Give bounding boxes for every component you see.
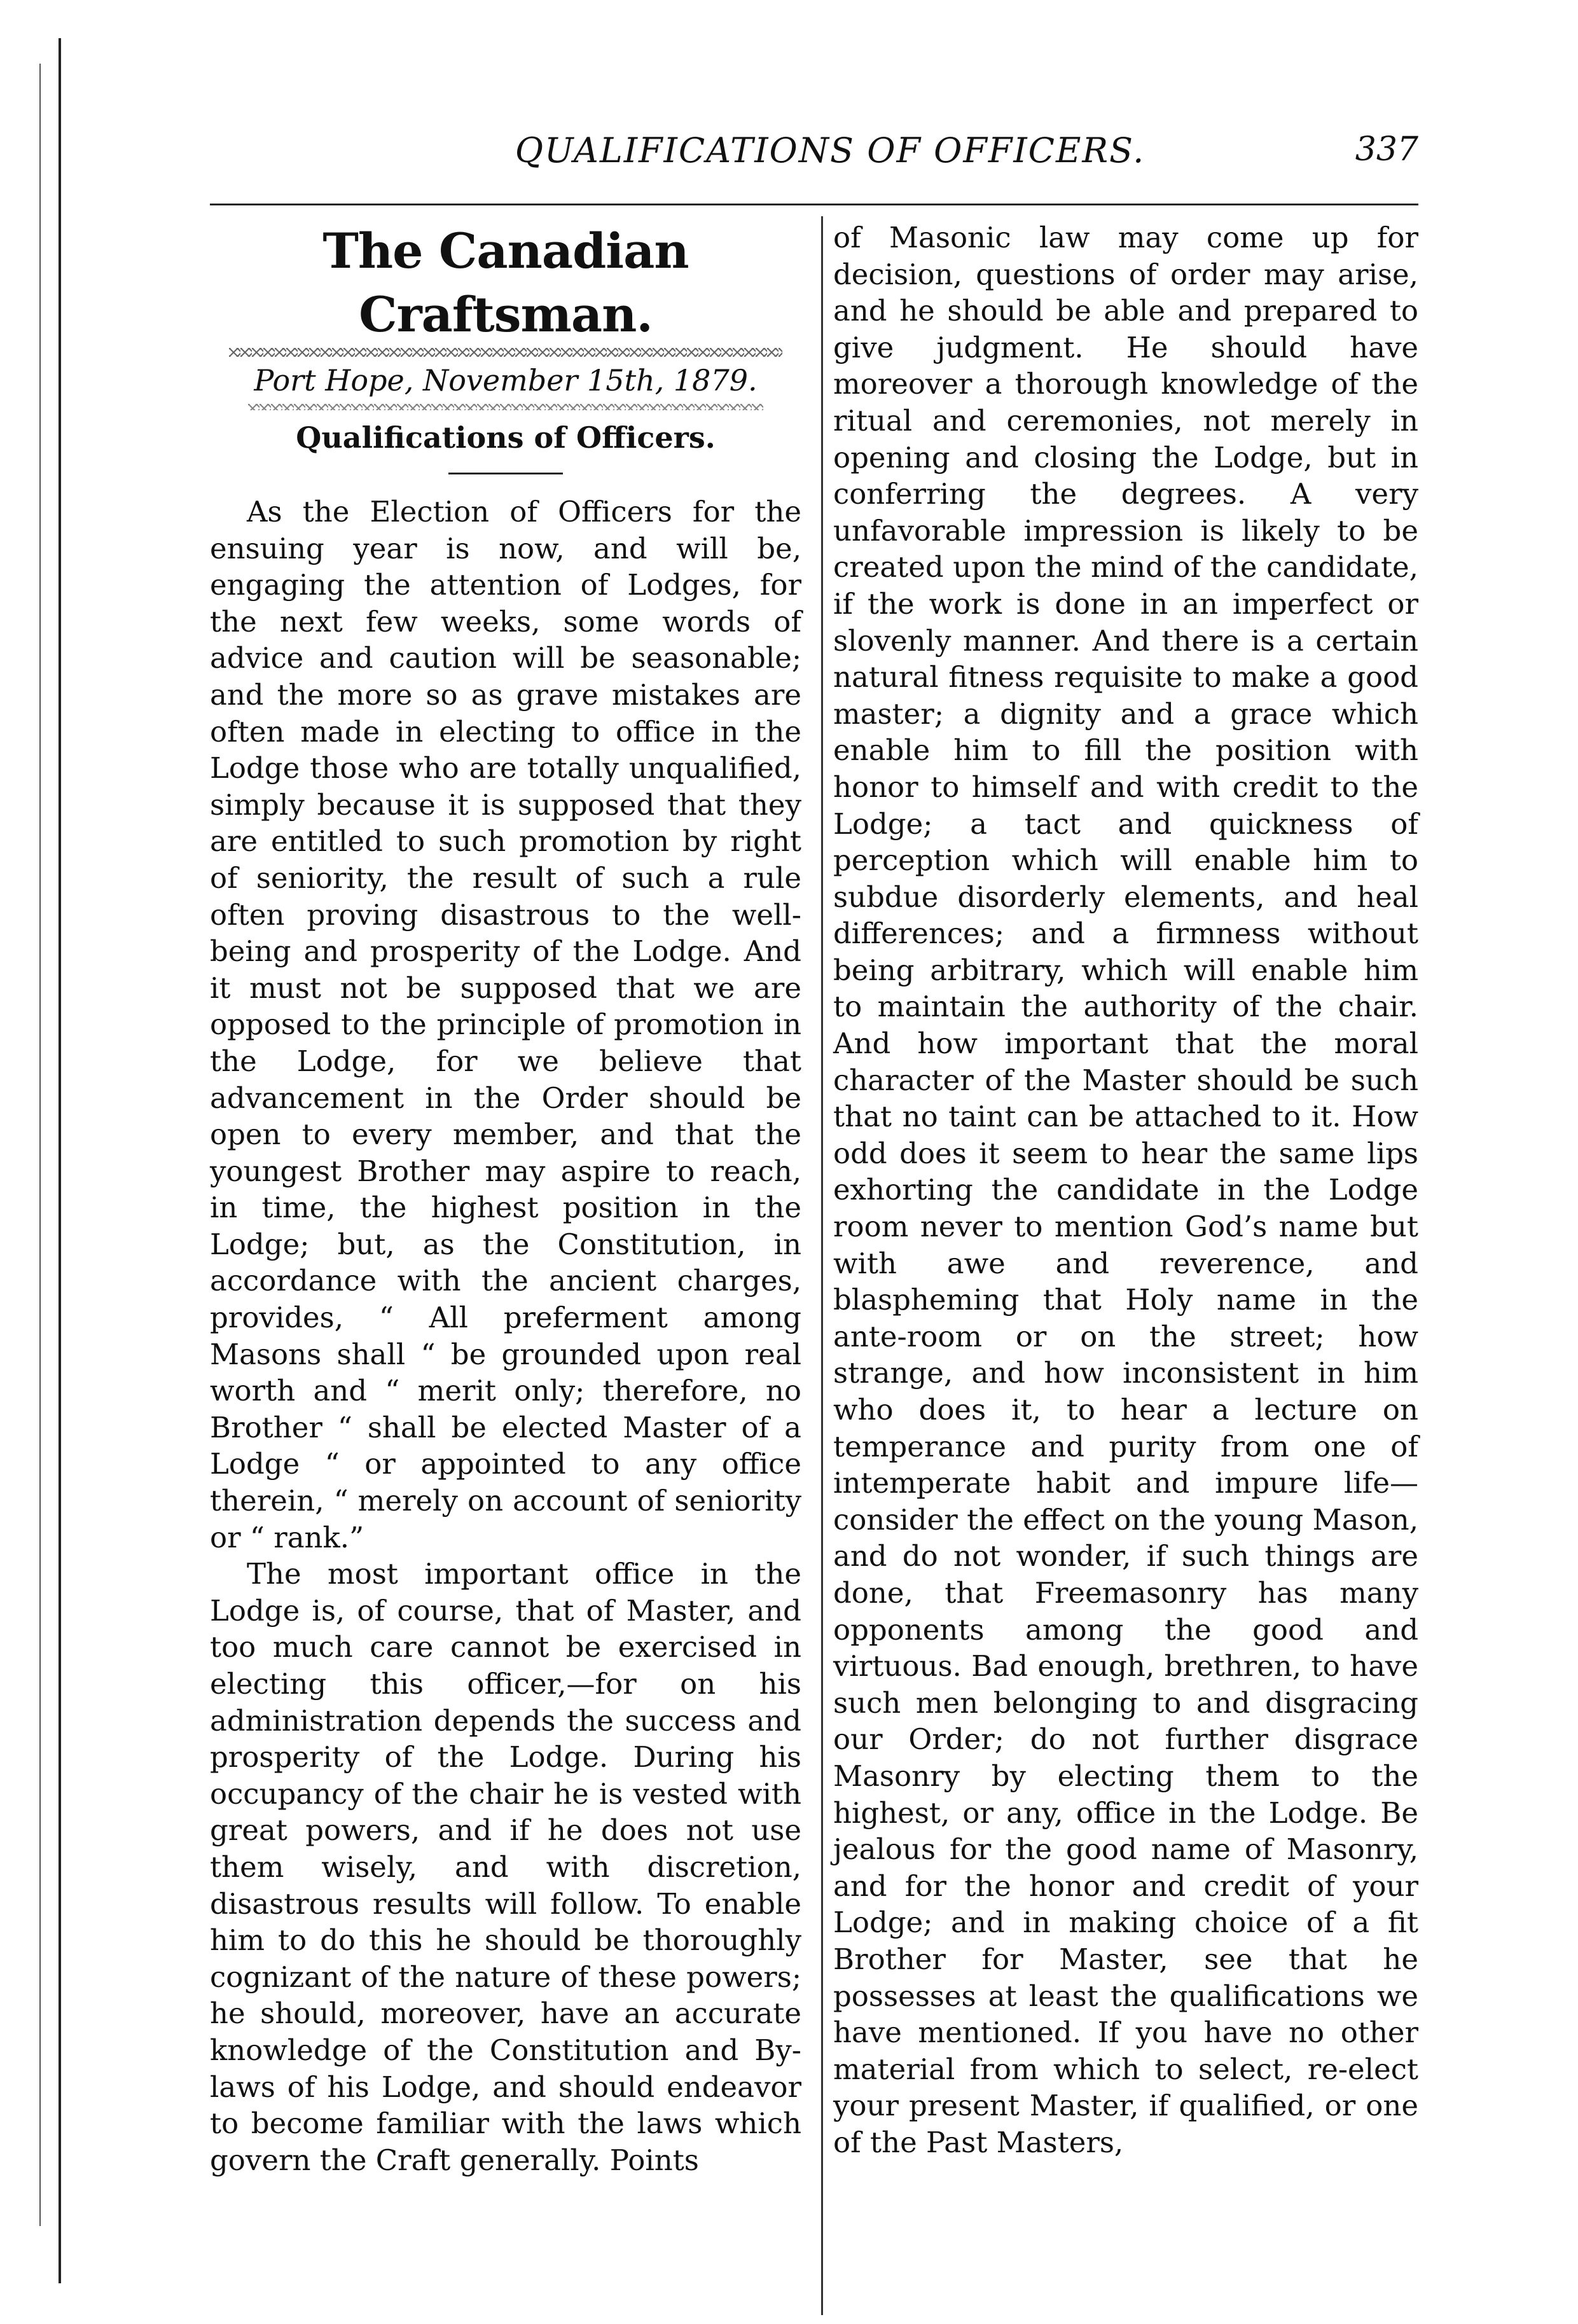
right-column (833, 219, 1418, 2161)
article-title: Qualifications of Officers. (296, 420, 716, 455)
binding-edge-line (59, 38, 61, 2283)
page-number: 337 (1355, 130, 1418, 169)
running-head (210, 130, 1418, 188)
paragraph-office-of-master: The most important office in the Lodge is, of course, that of Master, and too much care cannot be exercised in electing this officer,—for on his administration depends the success and prosperity of the Lodge. During his occupancy of the chair he is vested with great powers, and if he does not use them wisely, and with discretion, disastrous results will follow. To enable him to do this he should be thoroughly cognizant of the nature of these powers; he should, moreover, have an accurate knowledge of the Constitution and By-laws of his Lodge, and should endeavor to become familiar with the laws which govern the Craft generally. Points (210, 1557, 801, 2177)
running-head-title: QUALIFICATIONS OF OFFICERS. (515, 130, 1145, 170)
title-rule (448, 473, 563, 474)
column-divider (821, 216, 823, 2315)
paragraph-continuation: of Masonic law may come up for decision, questions of order may arise, and he should be able and prepared to give judgment. He should have moreover a thorough knowledge of the ritual and ceremonies, not merely in opening and closing the Lodge, but in conferring the degrees. A very unfavorable impression is likely to be created upon the mind of the candidate, if the work is done in an imperfect or slovenly manner. And there is a certain natural fitness requisite to make a good master; a dignity and a grace which enable him to fill the position with honor to himself and with credit to the Lodge; a tact and quickness of perception which will enable him to subdue disorderly elements, and heal differences; and a firmness without being arbitrary, which will enable him to maintain the authority of the chair. And how important that the moral character of the Master should be such that no taint can be attached to it. How odd does it seem to hear the same lips exhorting the candidate in the Lodge room never to mention God’s name but with awe and reverence, and blaspheming that Holy name in the ante-room or on the street; how strange, and how inconsistent in him who does it, to hear a lecture on temperance and purity from one of intemperate habit and impure life—consider the effect on the young Mason, and do not wonder, if such things are done, that Freemasonry has many opponents among the good and virtuous. Bad enough, brethren, to have such men belonging to and disgracing our Order; do not further disgrace Masonry by electing them to the highest, or any, office in the Lodge. Be jealous for the good name of Masonry, and for the honor and credit of your Lodge; and in making choice of a fit Brother for Master, see that he possesses at least the qualifications we have mentioned. If you have no other material from which to select, re-elect your present Master, if qualified, or one of the Past Masters, (833, 221, 1418, 2159)
left-column (210, 219, 801, 2178)
dateline-wavy-rule (248, 404, 763, 410)
masthead-wavy-rule (229, 348, 782, 357)
header-rule (210, 204, 1418, 205)
masthead: The Canadian Craftsman. (322, 223, 689, 343)
dateline: Port Hope, November 15th, 1879. (254, 363, 758, 398)
binding-edge-shadow (39, 64, 41, 2226)
paragraph-election-of-officers: As the Election of Officers for the ensuing year is now, and will be, engaging the attention of Lodges, for the next few weeks, some words of advice and caution will be seasonable; and the more so as grave mistakes are often made in electing to office in the Lodge those who are totally unqualified, simply because it is supposed that they are entitled to such promotion by right of seniority, the result of such a rule often proving disastrous to the well-being and prosperity of the Lodge. And it must not be supposed that we are opposed to the principle of promotion in the Lodge, for we believe that advancement in the Order should be open to every member, and that the youngest Brother may aspire to reach, in time, the highest position in the Lodge; but, as the Constitution, in accordance with the ancient charges, provides, “ All preferment among Masons shall “ be grounded upon real worth and “ merit only; therefore, no Brother “ shall be elected Master of a Lodge “ or appointed to any office therein, “ merely on account of seniority or “ rank.” (210, 495, 801, 1554)
